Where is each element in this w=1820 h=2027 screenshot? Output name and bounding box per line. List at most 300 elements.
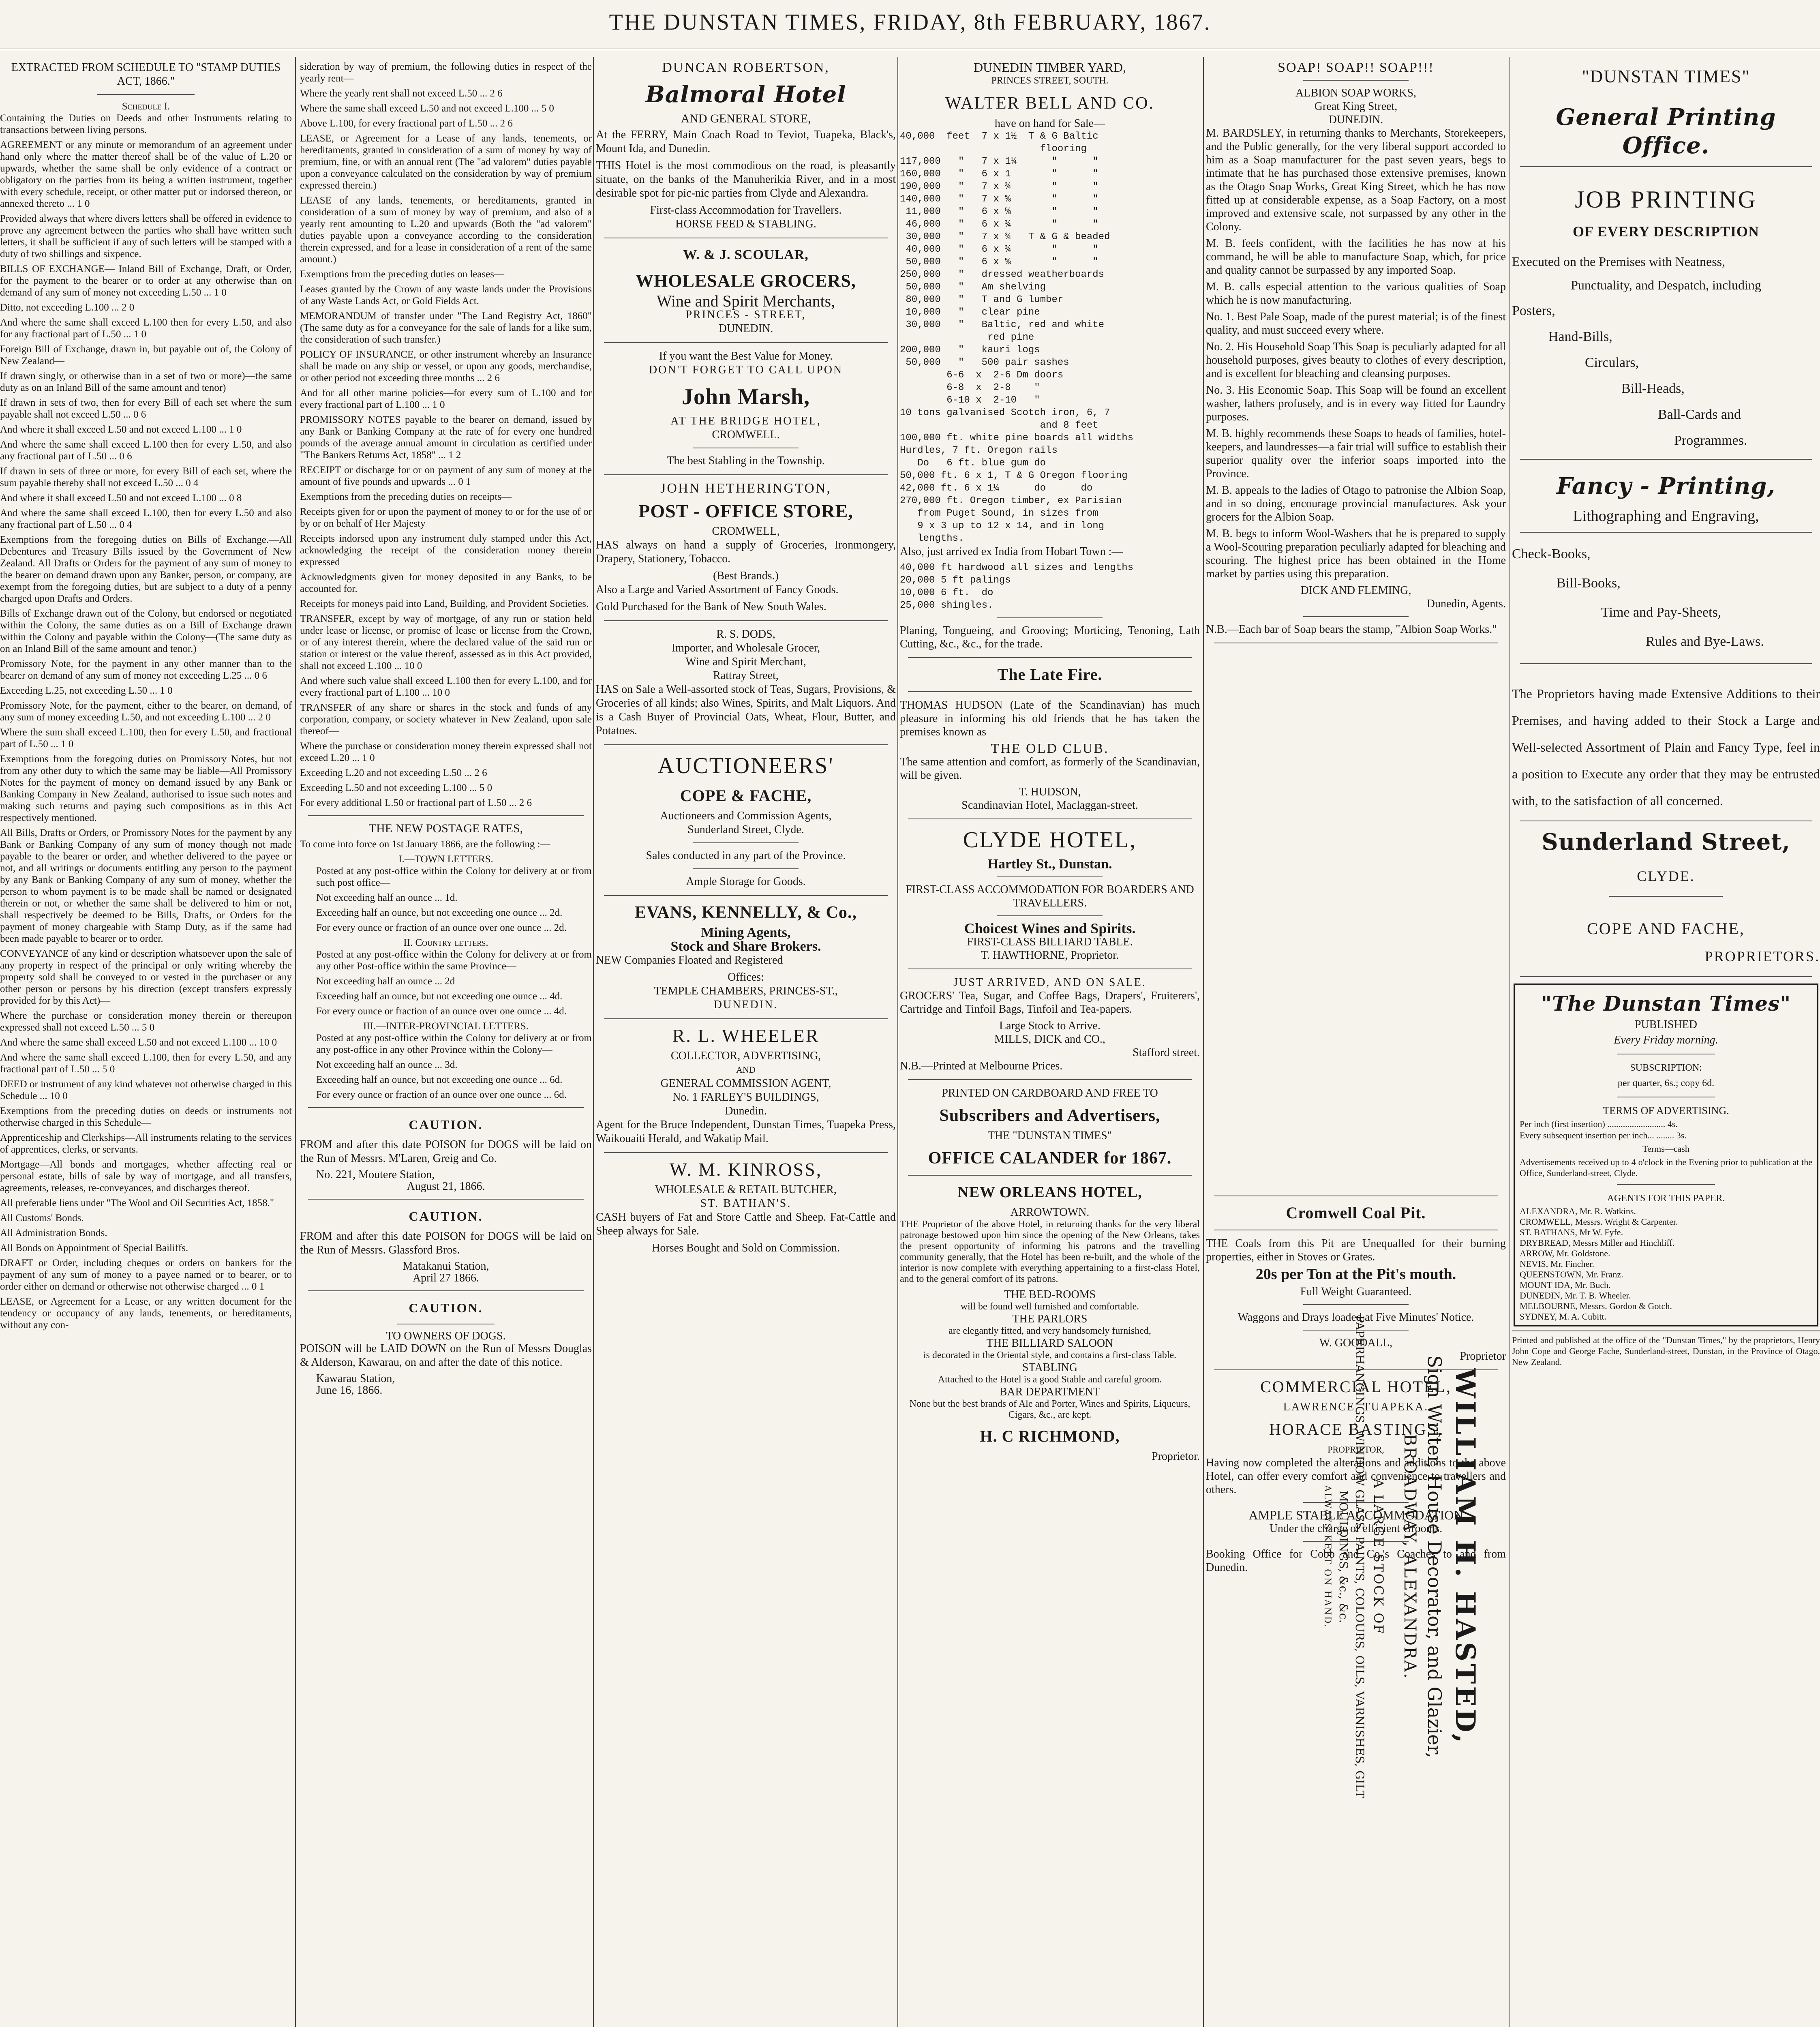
- duty-paragraph: MEMORANDUM of transfer under "The Land Registry Act, 1860" (The same duty as for a conveyance for the sale of lands for a like sum, the consideration of such transfer.): [300, 311, 592, 345]
- duty-paragraph: And where the same shall exceed L.100 then for every L.50, and also for any fractional part of L.50 ... 1 0: [0, 317, 292, 340]
- divider: [1303, 80, 1409, 81]
- duty-paragraph: And where such value shall exceed L.100 then for every L.100, and for every fractional part of L.100 ... 10 0: [300, 675, 592, 698]
- commercial-hotel-grooms: Under the charge of efficient Grooms.: [1269, 1522, 1443, 1535]
- duty-paragraph: Acknowledgments given for money deposited in any Banks, to be accounted for.: [300, 572, 592, 594]
- printing-office-title: General Printing Office.: [1556, 104, 1776, 159]
- fire-sign: T. HUDSON,: [1019, 786, 1081, 798]
- hetherington-gold: Gold Purchased for the Bank of New South Wales.: [596, 600, 826, 613]
- timber-row: 6-8 x 2-8 ": [900, 382, 1040, 393]
- hetherington-brands: (Best Brands.): [713, 570, 779, 582]
- timber-row: 25,000 shingles.: [900, 600, 994, 611]
- balmoral-horse-feed: HORSE FEED & STABLING.: [675, 218, 816, 230]
- new-orleans-parlors-text: are elegantly fitted, and very handsomely furnished,: [949, 1326, 1151, 1336]
- new-orleans-title: NEW ORLEANS HOTEL,: [957, 1184, 1142, 1201]
- column-rule: [897, 57, 898, 2027]
- divider: [604, 744, 888, 745]
- caution-heading: CAUTION.: [409, 1117, 483, 1132]
- timber-row: 9 x 3 up to 12 x 14, and in long: [900, 521, 1105, 531]
- caution-heading: CAUTION.: [409, 1209, 483, 1223]
- clyde-hotel-street: Hartley St., Dunstan.: [987, 857, 1112, 872]
- coal-text: THE Coals from this Pit are Unequalled for their burning properties, either in Stoves or Grates.: [1206, 1237, 1506, 1263]
- sale-note: N.B.—Printed at Melbourne Prices.: [900, 1060, 1063, 1072]
- duty-paragraph: Exemptions from the preceding duties on receipts—: [300, 491, 512, 502]
- dods-trade2: Wine and Spirit Merchant,: [685, 656, 806, 668]
- auctioneers-storage: Ample Storage for Goods.: [686, 875, 806, 888]
- marsh-lead2: DON'T FORGET TO CALL UPON: [649, 364, 843, 376]
- duty-paragraph: If drawn in sets of three or more, for every Bill of each set, where the sum payable thereby shall not exceed L.50 ... 0 4: [0, 466, 292, 489]
- marsh-name: John Marsh,: [682, 384, 810, 409]
- hetherington-also: Also a Large and Varied Assortment of Fancy Goods.: [596, 583, 839, 596]
- duty-paragraph: Exceeding L.25, not exceeding L.50 ... 1 0: [0, 685, 173, 696]
- kinross-town: ST. BATHAN'S.: [700, 1197, 792, 1210]
- publication-box: [1514, 984, 1818, 1326]
- timber-row: 20,000 5 ft palings: [900, 575, 1011, 586]
- job-items-list-2: [1512, 546, 1820, 649]
- interprovincial-heading: III.—INTER-PROVINCIAL LETTERS.: [363, 1021, 529, 1032]
- timber-row: 40,000 feet 7 x 1½ T & G Baltic: [900, 131, 1098, 142]
- new-orleans-stabling-text: Attached to the Hotel is a good Stable and careful groom.: [938, 1374, 1162, 1385]
- stamp-duty-list: [0, 139, 292, 1331]
- soap-paragraphs: [1206, 126, 1506, 581]
- evans-name: EVANS, KENNELLY, & Co.,: [635, 903, 857, 922]
- duty-paragraph: And for all other marine policies—for every sum of L.100 and for every fractional part of L.100 ... 1 0: [300, 388, 592, 410]
- hasted-always: ALWAYS KEPT ON HAND.: [1322, 1485, 1332, 1628]
- wheeler-name: R. L. WHEELER: [672, 1025, 820, 1046]
- evans-city: DUNEDIN.: [713, 999, 778, 1011]
- postage-intro: To come into force on 1st January 1866, are the following :—: [300, 839, 550, 850]
- hetherington-name: JOHN HETHERINGTON,: [660, 481, 831, 496]
- evans-offices: Offices:: [728, 971, 764, 984]
- terms-line-1: Per inch (first insertion) .......................... 4s.: [1520, 1119, 1678, 1129]
- timber-row: 50,000 " 6 x ⅝ " ": [900, 257, 1098, 268]
- divider: [997, 876, 1103, 877]
- duty-paragraph: LEASE, or Agreement for a Lease, or any written document for the tendency or occupancy of any lands, tenements, or hereditaments, without any con-: [0, 1296, 292, 1331]
- timber-row: Hurdles, 7 ft. Oregon rails: [900, 445, 1058, 456]
- divider: [1520, 663, 1812, 664]
- calendar-printed: PRINTED ON CARDBOARD AND FREE TO: [942, 1087, 1158, 1099]
- divider: [604, 1152, 888, 1153]
- duty-paragraph: Exceeding L.50 and not exceeding L.100 ... 5 0: [300, 782, 492, 793]
- evans-trade: Mining Agents,: [701, 925, 791, 940]
- job-item: Bill-Heads,: [1621, 381, 1685, 396]
- column-merchants: [596, 61, 896, 2027]
- subscription-heading: SUBSCRIPTION:: [1630, 1063, 1702, 1073]
- commercial-hotel-title: COMMERCIAL HOTEL,: [1260, 1378, 1452, 1396]
- clyde-hotel-accommodation: FIRST-CLASS ACCOMMODATION FOR BOARDERS AND TRAVELLERS.: [906, 883, 1194, 909]
- timber-row: 10,000 6 ft. do: [900, 587, 994, 598]
- sale-firm: MILLS, DICK and CO.,: [994, 1033, 1105, 1046]
- calendar-the: THE "DUNSTAN TIMES": [987, 1129, 1112, 1142]
- caution-date: June 16, 1866.: [316, 1384, 383, 1397]
- clyde-hotel-title: CLYDE HOTEL,: [963, 827, 1137, 853]
- clyde-hotel-wines: Choicest Wines and Spirits.: [964, 920, 1136, 936]
- timber-row: 40,000 ft hardwood all sizes and lengths: [900, 562, 1134, 573]
- postage-line: Exceeding half an ounce, but not exceeding one ounce ... 6d.: [316, 1074, 563, 1085]
- commercial-hotel-role: PROPRIETOR,: [1328, 1444, 1384, 1455]
- divider: [604, 620, 888, 621]
- fire-club: THE OLD CLUB.: [991, 741, 1109, 756]
- divider: [308, 1199, 584, 1200]
- agent-entry: ST. BATHANS, Mr W. Fyfe.: [1520, 1227, 1623, 1237]
- column-rule: [1509, 57, 1510, 2027]
- soap-works: ALBION SOAP WORKS,: [1295, 87, 1416, 99]
- calendar-subscribers: Subscribers and Advertisers,: [939, 1106, 1161, 1125]
- timber-subheading: PRINCES STREET, SOUTH.: [991, 75, 1109, 86]
- balmoral-hotel-title: Balmoral Hotel: [645, 81, 846, 108]
- job-executed: Executed on the Premises with Neatness,: [1512, 254, 1726, 269]
- job-printing-title: JOB PRINTING: [1575, 186, 1757, 213]
- new-orleans-bar: BAR DEPARTMENT: [999, 1386, 1101, 1398]
- job-item: Time and Pay-Sheets,: [1601, 605, 1722, 620]
- new-orleans-bedrooms-text: will be found well furnished and comfortable.: [960, 1301, 1139, 1312]
- duty-paragraph: All Customs' Bonds.: [0, 1213, 84, 1223]
- timber-row: 200,000 " kauri logs: [900, 345, 1040, 356]
- lease-duty-list: [300, 61, 592, 809]
- terms-note: Advertisements received up to 4 o'clock in the Evening prior to publication at the Office, Sunderland-street, Clyde.: [1520, 1157, 1812, 1178]
- duty-paragraph: Apprenticeship and Clerkships—All instruments relating to the services of apprentices, clerks, or servants.: [0, 1132, 292, 1155]
- timber-row: 140,000 " 7 x ⅝ " ": [900, 194, 1098, 205]
- agent-entry: MOUNT IDA, Mr. Buch.: [1520, 1280, 1611, 1290]
- soap-paragraph: M. B. begs to inform Wool-Washers that he is prepared to supply a Wool-Scouring preparation peculiarly adapted for bleaching and scouring. The highest price has been obtained in the Home market by parties using this preparation.: [1206, 527, 1506, 580]
- coal-wagons: Waggons and Drays loaded at Five Minutes' Notice.: [1238, 1311, 1474, 1324]
- duty-paragraph: All Bonds on Appointment of Special Bailiffs.: [0, 1243, 188, 1253]
- duty-paragraph: If drawn singly, or otherwise than in a set of two or more)—the same duty as on an Inland Bill of the same amount and tenor): [0, 371, 292, 393]
- duty-paragraph: DRAFT or Order, including cheques or orders on bankers for the payment of any sum of money to a payee named or to bearer, or to order either on demand or otherwise not otherwise charged ... 0 1: [0, 1258, 292, 1292]
- agents-list: [1520, 1206, 1812, 1322]
- divider: [908, 1175, 1192, 1176]
- commercial-hotel-booking: Booking Office for Cobb and Co.'s Coaches to and from Dunedin.: [1206, 1548, 1506, 1574]
- caution-station: Matakanui Station,: [403, 1260, 489, 1273]
- timber-also: Also, just arrived ex India from Hobart Town :—: [900, 545, 1123, 558]
- marsh-town: CROMWELL.: [712, 429, 780, 441]
- postage-line: For every ounce or fraction of an ounce over one ounce ... 2d.: [316, 922, 567, 933]
- coal-heading: Cromwell Coal Pit.: [1286, 1204, 1426, 1222]
- timber-row: lengths.: [900, 533, 964, 544]
- new-orleans-billiard-text: is decorated in the Oriental style, and contains a first-class Table.: [923, 1350, 1177, 1361]
- commercial-hotel-name: HORACE BASTINGS,: [1269, 1420, 1443, 1438]
- duty-paragraph: LEASE of any lands, tenements, or hereditaments, granted in consideration of a sum of money by way of premium, and also of a yearly rent amounting to L.20 and upwards (Both the "ad valorem" duties payable upon a conveyance according to the consideration therein expressed, and for a lease in consideration of a rent of the same amount.): [300, 195, 592, 265]
- agent-entry: DRYBREAD, Messrs Miller and Hinchliff.: [1520, 1238, 1675, 1248]
- column-printing-office: [1512, 61, 1820, 2027]
- firm-role: PROPRIETORS.: [1704, 948, 1820, 964]
- calendar-title: OFFICE CALANDER for 1867.: [928, 1149, 1172, 1168]
- duty-paragraph: Exemptions from the preceding duties on deeds or instruments not otherwise charged in this Schedule—: [0, 1106, 292, 1128]
- duty-paragraph: TRANSFER, except by way of mortgage, of any run or station held under lease or license, or promise of lease or license from the Crown, or of any interest therein, where the declared value of the said run or station or interest or the value thereof, assessed as in this Act provided, shall not exceed L.100 ... 10 0: [300, 613, 592, 671]
- scoular-subtitle: Wine and Spirit Merchants,: [656, 292, 835, 310]
- agent-entry: SYDNEY, M. A. Cubitt.: [1520, 1311, 1607, 1322]
- agent-entry: DUNEDIN, Mr. T. B. Wheeler.: [1520, 1290, 1631, 1301]
- caution-station: Kawarau Station,: [316, 1372, 395, 1385]
- wheeler-trade2: GENERAL COMMISSION AGENT,: [660, 1077, 831, 1090]
- duty-paragraph: Foreign Bill of Exchange, drawn in, but payable out of, the Colony of New Zealand—: [0, 344, 292, 366]
- postage-line: Not exceeding half an ounce ... 2d: [316, 976, 455, 987]
- duty-paragraph: And where the same shall exceed L.50 and not exceed L.100 ... 10 0: [0, 1037, 277, 1048]
- duty-paragraph: PROMISSORY NOTES payable to the bearer on demand, issued by any Bank or Banking Company at the rate of for every one hundred pounds of the average annual amount in circulation as certified under "The Bankers Returns Act, 1858" ... 1 2: [300, 414, 592, 461]
- sunderland-street: Sunderland Street,: [1542, 829, 1790, 855]
- town-letters-list: [300, 865, 592, 934]
- timber-row: 80,000 " T and G lumber: [900, 294, 1064, 305]
- soap-paragraph: M. BARDSLEY, in returning thanks to Merchants, Storekeepers, and the Public generally, for the very liberal support accorded to him as a Soap manufacturer for the past seven years, begs to intimate that he has purchased those extensive premises, known as the Otago Soap Works, Great King Street, which he has now fitted up at considerable expense, as a Soap Factory, on a most improved and extensive scale, not surpassed by any other in the Colony.: [1206, 127, 1506, 233]
- hasted-stock: A LARGE STOCK OF: [1371, 1478, 1386, 1635]
- soap-heading: SOAP! SOAP!! SOAP!!!: [1278, 61, 1434, 75]
- soap-paragraph: M. B. appeals to the ladies of Otago to patronise the Albion Soap, and in so doing, encourage provincial manufactures. Ask your grocers for the Albion Soap.: [1206, 484, 1506, 523]
- clyde-town: CLYDE.: [1637, 868, 1695, 884]
- job-item: Rules and Bye-Laws.: [1646, 634, 1764, 649]
- new-orleans-town: ARROWTOWN.: [1010, 1206, 1090, 1219]
- divider: [908, 691, 1192, 692]
- imprint: Printed and published at the office of the "Dunstan Times," by the proprietors, Henry John Cope and George Fache, Sunderland-street, Dunstan, in the Province of Otago, New Zealand.: [1512, 1331, 1820, 1367]
- hasted-goods: PAPERHANGINGS, WINDOW GLASS, PAINTS, COLOURS, OILS, VARNISHES, GILT MOULDINGS, &c., &c.: [1337, 1315, 1366, 1798]
- soap-paragraph: No. 3. His Economic Soap. This Soap will be found an excellent washer, lathers profusely, and is in every way fitted for Laundry purposes.: [1206, 384, 1506, 423]
- timber-row: Do 6 ft. blue gum do: [900, 458, 1046, 469]
- divider: [1520, 976, 1812, 977]
- duty-paragraph: Leases granted by the Crown of any waste lands under the Provisions of any Waste Lands Act, or Gold Fields Act.: [300, 284, 592, 306]
- new-orleans-proprietor-role: Proprietor.: [1152, 1450, 1200, 1463]
- column-timber-hotels: [900, 61, 1200, 2027]
- sale-heading: JUST ARRIVED, AND ON SALE.: [953, 976, 1146, 989]
- agent-entry: ALEXANDRA, Mr. R. Watkins.: [1520, 1206, 1636, 1216]
- hasted-trade: Sign Writer, House Decorator, and Glazier,: [1424, 1355, 1445, 1758]
- job-punctuality: Punctuality, and Despatch, including: [1571, 278, 1761, 292]
- balmoral-accommodation: First-class Accommodation for Travellers.: [650, 204, 842, 216]
- dunstan-times-heading: "DUNSTAN TIMES": [1582, 66, 1750, 86]
- timber-row: 160,000 " 6 x 1 " ": [900, 169, 1098, 180]
- column-rule: [1203, 57, 1204, 2027]
- hetherington-town: CROMWELL,: [712, 525, 780, 538]
- terms-cash: Terms—cash: [1642, 1144, 1689, 1154]
- duty-paragraph: Where the same shall exceed L.50 and not exceed L.100 ... 5 0: [300, 103, 554, 114]
- timber-row: and 8 feet: [900, 420, 1098, 431]
- postage-line: Not exceeding half an ounce ... 3d.: [316, 1059, 458, 1070]
- job-item: Ball-Cards and: [1658, 407, 1741, 422]
- timber-row: 10,000 " clear pine: [900, 307, 1040, 318]
- marsh-hotel: AT THE BRIDGE HOTEL,: [670, 415, 821, 427]
- soap-paragraph: No. 2. His Household Soap This Soap is peculiarly adapted for all household purposes, gives beauty to clothes of every description, and is excellent for bleaching and cleansing purposes.: [1206, 341, 1506, 380]
- clyde-hotel-billiard: FIRST-CLASS BILLIARD TABLE.: [967, 936, 1133, 948]
- duty-paragraph: And where the same shall exceed L.100, then for every L.50, and any fractional part of L.50 ... 5 0: [0, 1052, 292, 1075]
- auctioneers-sales: Sales conducted in any part of the Province.: [646, 849, 846, 862]
- dods-street: Rattray Street,: [713, 669, 779, 682]
- agent-entry: CROMWELL, Messrs. Wright & Carpenter.: [1520, 1217, 1678, 1227]
- new-orleans-proprietor: H. C RICHMOND,: [980, 1427, 1120, 1445]
- balmoral-proprietor: DUNCAN ROBERTSON,: [662, 61, 830, 75]
- publication-published: PUBLISHED: [1634, 1018, 1697, 1031]
- interprovincial-list: [300, 1032, 592, 1101]
- duty-paragraph: AGREEMENT or any minute or memorandum of an agreement under hand only where the matter thereof shall be of the value of L.20 or upwards, whether the same shall be only evidence of a contract or obligatory on the parties from its being a written instrument, together with every schedule, receipt, or other matter put or indorsed thereon, or annexed thereto ... 1 0: [0, 139, 292, 209]
- auctioneers-trade: Auctioneers and Commission Agents,: [660, 810, 832, 822]
- timber-heading: DUNEDIN TIMBER YARD,: [974, 61, 1126, 75]
- postage-line: Exceeding half an ounce, but not exceeding one ounce ... 2d.: [316, 907, 563, 918]
- timber-firm: WALTER BELL AND CO.: [945, 94, 1154, 113]
- hetherington-title: POST - OFFICE STORE,: [638, 501, 853, 521]
- duty-paragraph: And where the same shall exceed L.100 then for every L.50, and also any fractional part of L.50 ... 0 6: [0, 439, 292, 462]
- timber-row: flooring: [900, 144, 1087, 154]
- soap-sign: DICK AND FLEMING,: [1300, 584, 1411, 597]
- soap-paragraph: M. B. highly recommends these Soaps to heads of families, hotel-keepers, and laundresses—a fair trial will suffice to establish their superior quality over the inferior soaps imported into the Province.: [1206, 427, 1506, 480]
- caution-text: FROM and after this date POISON for DOGS will be laid on the Run of Messrs. Glassford Bros.: [300, 1230, 592, 1256]
- duty-paragraph: Promissory Note, for the payment, either to the bearer, on demand, of any sum of money exceeding L.50, and not exceeding L.100 ... 2 0: [0, 700, 292, 723]
- coal-price: 20s per Ton at the Pit's mouth.: [1255, 1266, 1456, 1283]
- hetherington-text: HAS always on hand a supply of Groceries, Ironmongery, Drapery, Stationery, Tobacco.: [596, 539, 896, 565]
- soap-city: DUNEDIN.: [1328, 114, 1383, 126]
- timber-have: have on hand for Sale—: [994, 117, 1105, 130]
- job-item: Check-Books,: [1512, 546, 1591, 561]
- country-letters-heading: II. Country letters.: [403, 937, 488, 948]
- duty-paragraph: Provided always that where divers letters shall be offered in evidence to prove any agreement between the parties who shall have written such letters, it shall be sufficient if any of such letters will be stamped with a duty of two shillings and sixpence.: [0, 213, 292, 259]
- duty-paragraph: Exemptions from the preceding duties on leases—: [300, 269, 505, 280]
- timber-row: 42,000 ft. 6 x 1¼ do do: [900, 483, 1093, 494]
- duty-paragraph: TRANSFER of any share or shares in the stock and funds of any corporation, company, or society whatever in New Zealand, upon sale thereof—: [300, 702, 592, 737]
- balmoral-text: THIS Hotel is the most commodious on the road, is pleasantly situate, on the banks of the Manuherikia River, and in a most desirable spot for pic-nic parties from Clyde and Alexandra.: [596, 159, 896, 199]
- timber-row: 100,000 ft. white pine boards all widths: [900, 433, 1134, 444]
- duty-paragraph: LEASE, or Agreement for a Lease of any lands, tenements, or hereditaments, granted in consideration of a sum of money by way of premium, fine, or with an annual rent (The "ad valorem" duties payable upon a conveyance calculated on the consideration by way of premium expressed therein.): [300, 133, 592, 191]
- new-orleans-bar-text: None but the best brands of Ale and Porter, Wines and Spirits, Liqueurs, Cigars, &c., are kept.: [909, 1399, 1190, 1420]
- caution-date: August 21, 1866.: [407, 1180, 485, 1193]
- masthead: THE DUNSTAN TIMES, FRIDAY, 8th FEBRUARY, 1867.: [0, 0, 1820, 50]
- coal-weight: Full Weight Guaranteed.: [1300, 1286, 1412, 1298]
- commercial-hotel-stable: AMPLE STABLE ACCOMMODATION: [1248, 1508, 1463, 1522]
- duty-paragraph: Above L.100, for every fractional part of L.50 ... 2 6: [300, 118, 513, 129]
- job-item: Posters,: [1512, 303, 1555, 318]
- timber-row: 11,000 " 6 x ⅝ " ": [900, 206, 1098, 217]
- evans-address: TEMPLE CHAMBERS, PRINCES-ST.,: [654, 985, 838, 997]
- column-leases-postage: [300, 61, 592, 2027]
- coal-sign: W. GOODALL,: [1319, 1337, 1393, 1349]
- new-orleans-parlors: THE PARLORS: [1012, 1313, 1088, 1325]
- fire-text: THOMAS HUDSON (Late of the Scandinavian) has much pleasure in informing his old friends that he has taken the premises known as: [900, 699, 1200, 738]
- new-orleans-text: THE Proprietor of the above Hotel, in returning thanks for the very liberal patronage bestowed upon him since the opening of the New Orleans, takes the present opportunity of informing his patrons and the travelling community generally, that the Hotel has been re-built, and the whole of the interior is now complete with everything appertaining to a first-class Hotel, and to the general comfort of its patrons.: [900, 1219, 1200, 1284]
- timber-row: 50,000 " 500 pair sashes: [900, 357, 1069, 368]
- duty-paragraph: If drawn in sets of two, then for every Bill of each set where the sum payable shall not exceed L.50 ... 0 6: [0, 397, 292, 420]
- duty-paragraph: Exemptions from the foregoing duties on Bills of Exchange.—All Debentures and Treasury Bills issued by the Government of New Zealand. All Drafts or Orders for the payment of any sum of money to the bearer on demand drawn upon any Banker, person, or company, are exempt from the foregoing duties, but are subject to a duty of a penny charged upon Drafts and Orders.: [0, 534, 292, 604]
- timber-row: 40,000 " 6 x ¾ " ": [900, 244, 1098, 255]
- marsh-lead: If you want the Best Value for Money.: [659, 350, 833, 362]
- column-stamp-duties: [0, 61, 292, 2027]
- divider: [1303, 616, 1409, 617]
- country-letters-list: [300, 949, 592, 1017]
- dods-trade: Importer, and Wholesale Grocer,: [671, 642, 820, 654]
- coal-role: Proprietor: [1460, 1350, 1506, 1363]
- divider: [308, 1290, 584, 1291]
- agent-entry: NEVIS, Mr. Fincher.: [1520, 1259, 1594, 1269]
- divider: [1520, 459, 1812, 460]
- duty-paragraph: CONVEYANCE of any kind or description whatsoever upon the sale of any property in respect of the principal or only writing whereby the property sold shall be conveyed to or vested in the purchaser or any other person or persons by his direction (except transfers expressly provided for by this Act)—: [0, 948, 292, 1006]
- timber-row: 250,000 " dressed weatherboards: [900, 269, 1105, 280]
- new-orleans-stabling: STABLING: [1022, 1361, 1078, 1374]
- duty-paragraph: And where it shall exceed L.50 and not exceed L.100 ... 1 0: [0, 424, 242, 435]
- soap-paragraph: M. B. feels confident, with the facilities he has now at his command, he will be able to manufacture Soap, which, for price and quality cannot be surpassed by any imported Soap.: [1206, 237, 1506, 276]
- town-letters-heading: I.—TOWN LETTERS.: [398, 854, 493, 865]
- duty-paragraph: Exceeding L.20 and not exceeding L.50 ... 2 6: [300, 767, 487, 778]
- timber-row: 6-10 x 2-10 ": [900, 395, 1040, 406]
- caution-station: No. 221, Moutere Station,: [316, 1168, 435, 1181]
- soap-note: N.B.—Each bar of Soap bears the stamp, "Albion Soap Works.": [1206, 623, 1497, 636]
- schedule-title: Schedule I.: [122, 101, 170, 112]
- divider: [604, 474, 888, 475]
- duty-paragraph: Where the purchase or consideration money therein or thereupon expressed shall not exceed L.50 ... 5 0: [0, 1010, 292, 1033]
- postage-line: Posted at any post-office within the Colony for delivery at or from any post-office in any other Province within the Colony—: [316, 1033, 592, 1055]
- duty-paragraph: POLICY OF INSURANCE, or other instrument whereby an Insurance shall be made on any ship or vessel, or upon any goods, merchandise, or other period not exceeding three months ... 2 6: [300, 349, 592, 384]
- postage-line: Posted at any post-office within the Colony for delivery at or from such post office—: [316, 866, 592, 888]
- stamp-heading: EXTRACTED FROM SCHEDULE TO "STAMP DUTIES ACT, 1866.": [11, 61, 281, 88]
- terms-heading: TERMS OF ADVERTISING.: [1603, 1105, 1729, 1116]
- job-printing-sub: OF EVERY DESCRIPTION: [1572, 223, 1760, 240]
- agent-entry: ARROW, Mr. Goldstone.: [1520, 1248, 1610, 1258]
- divider: [908, 1079, 1192, 1080]
- divider: [693, 842, 799, 843]
- divider: [604, 1018, 888, 1019]
- divider: [1617, 1184, 1715, 1185]
- commercial-hotel-text: Having now completed the alterations and additions to the above Hotel, can offer every comfort and convenience to travellers and others.: [1206, 1457, 1506, 1496]
- caution-date: April 27 1866.: [412, 1272, 480, 1284]
- timber-row: 50,000 ft. 6 x 1, T & G Oregon flooring: [900, 470, 1128, 481]
- divider: [997, 915, 1103, 916]
- job-item: Programmes.: [1674, 433, 1747, 448]
- new-orleans-bedrooms: THE BED-ROOMS: [1004, 1288, 1096, 1301]
- postage-line: For every ounce or fraction of an ounce over one ounce ... 4d.: [316, 1006, 567, 1017]
- duty-paragraph: All Administration Bonds.: [0, 1228, 107, 1238]
- scoular-street: PRINCES - STREET,: [685, 309, 806, 321]
- duty-paragraph: And where it shall exceed L.50 and not exceed L.100 ... 0 8: [0, 493, 242, 504]
- timber-row: 50,000 " Am shelving: [900, 282, 1046, 293]
- kinross-trade: WHOLESALE & RETAIL BUTCHER,: [655, 1183, 837, 1196]
- duty-paragraph: sideration by way of premium, the following duties in respect of the yearly rent—: [300, 61, 592, 84]
- timber-stock-list: [900, 130, 1200, 545]
- timber-hardwood-list: [900, 561, 1200, 612]
- fire-address: Scandinavian Hotel, Maclaggan-street.: [961, 799, 1138, 812]
- balmoral-subtitle: AND GENERAL STORE,: [681, 112, 811, 125]
- soap-paragraph: No. 1. Best Pale Soap, made of the purest material; is of the finest quality, and must succeed every where.: [1206, 311, 1506, 336]
- divider: [604, 342, 888, 343]
- kinross-text: CASH buyers of Fat and Store Cattle and Sheep. Fat-Cattle and Sheep always for Sale.: [596, 1211, 896, 1237]
- timber-row: 190,000 " 7 x ¾ " ": [900, 181, 1098, 192]
- duty-paragraph: All Bills, Drafts or Orders, or Promissory Notes for the payment by any Bank or Banking Company of any sum of money though not made payable to the bearer or order, and whether delivered to the payee or not, and all writings or documents entitling any person to the payment by any Bank or Banking Company of any sum of money, whether the person to whom payment is to be made shall be named or designated therein or not, or whether the same shall be delivered to him or not, shall respectively be deemed to be Bills, Drafts, or Orders for the payment of money chargeable with Stamp Duty, as if the same had been made payable to bearer or to order.: [0, 827, 292, 944]
- duty-paragraph: Mortgage—All bonds and mortgages, whether affecting real or personal estate, bills of sale by way of mortgage, and all transfers, agreements, releases, re-conveyances, and discharges thereof.: [0, 1159, 292, 1193]
- terms-line-2: Every subsequent insertion per inch... ........ 3s.: [1520, 1130, 1687, 1140]
- agents-heading: AGENTS FOR THIS PAPER.: [1607, 1193, 1725, 1204]
- evans-trade2: Stock and Share Brokers.: [670, 939, 821, 954]
- divider: [693, 868, 799, 869]
- wheeler-city: Dunedin.: [725, 1105, 767, 1117]
- balmoral-location: At the FERRY, Main Coach Road to Teviot, Tuapeka, Black's, Mount Ida, and Dunedin.: [596, 129, 896, 155]
- hasted-space: [1206, 650, 1506, 1189]
- divider: [308, 815, 584, 816]
- auctioneers-street: Sunderland Street, Clyde.: [687, 823, 804, 836]
- duty-paragraph: For every additional L.50 or fractional part of L.50 ... 2 6: [300, 797, 532, 808]
- fire-text2: The same attention and comfort, as formerly of the Scandinavian, will be given.: [900, 756, 1200, 782]
- agent-entry: MELBOURNE, Messrs. Gordon & Gotch.: [1520, 1301, 1672, 1311]
- postage-line: Exceeding half an ounce, but not exceeding one ounce ... 4d.: [316, 991, 563, 1002]
- firm-name: COPE AND FACHE,: [1587, 919, 1745, 938]
- duty-paragraph: Exemptions from the foregoing duties on Promissory Notes, but not from any other duty to which the same may be liable—All Promissory Notes for the payment of money on demand issued by any Bank or Banking Company in New Zealand, authorised to issue such notes and making such returns and paying such compositions as in this Act respectively mentioned.: [0, 754, 292, 823]
- divider: [908, 657, 1192, 658]
- postage-line: Posted at any post-office within the Colony for delivery at or from any other Post-office within the same Province—: [316, 949, 592, 972]
- divider: [1520, 532, 1812, 533]
- subscription-price: per quarter, 6s.; copy 6d.: [1617, 1078, 1715, 1088]
- evans-text: NEW Companies Floated and Registered: [596, 954, 783, 966]
- agent-entry: QUEENSTOWN, Mr. Franz.: [1520, 1269, 1623, 1279]
- divider: [308, 1107, 584, 1108]
- sale-street: Stafford street.: [1133, 1046, 1200, 1059]
- hasted-address: BROADWAY, ALEXANDRA.: [1400, 1434, 1419, 1680]
- sale-text: GROCERS' Tea, Sugar, and Coffee Bags, Drapers', Fruiterers', Cartridge and Tinfoil Bags, Tinfoil and Tea-papers.: [900, 990, 1200, 1016]
- scoular-city: DUNEDIN.: [718, 322, 773, 335]
- marsh-stabling: The best Stabling in the Township.: [667, 454, 825, 467]
- caution-text: FROM and after this date POISON for DOGS will be laid on the Run of Messrs. M'Laren, Greig and Co.: [300, 1138, 592, 1165]
- duty-paragraph: Receipts given for or upon the payment of money to or for the use of or by or on behalf of Her Majesty: [300, 506, 592, 529]
- auctioneers-name: COPE & FACHE,: [680, 786, 812, 805]
- timber-row: 30,000 " Baltic, red and white: [900, 319, 1105, 330]
